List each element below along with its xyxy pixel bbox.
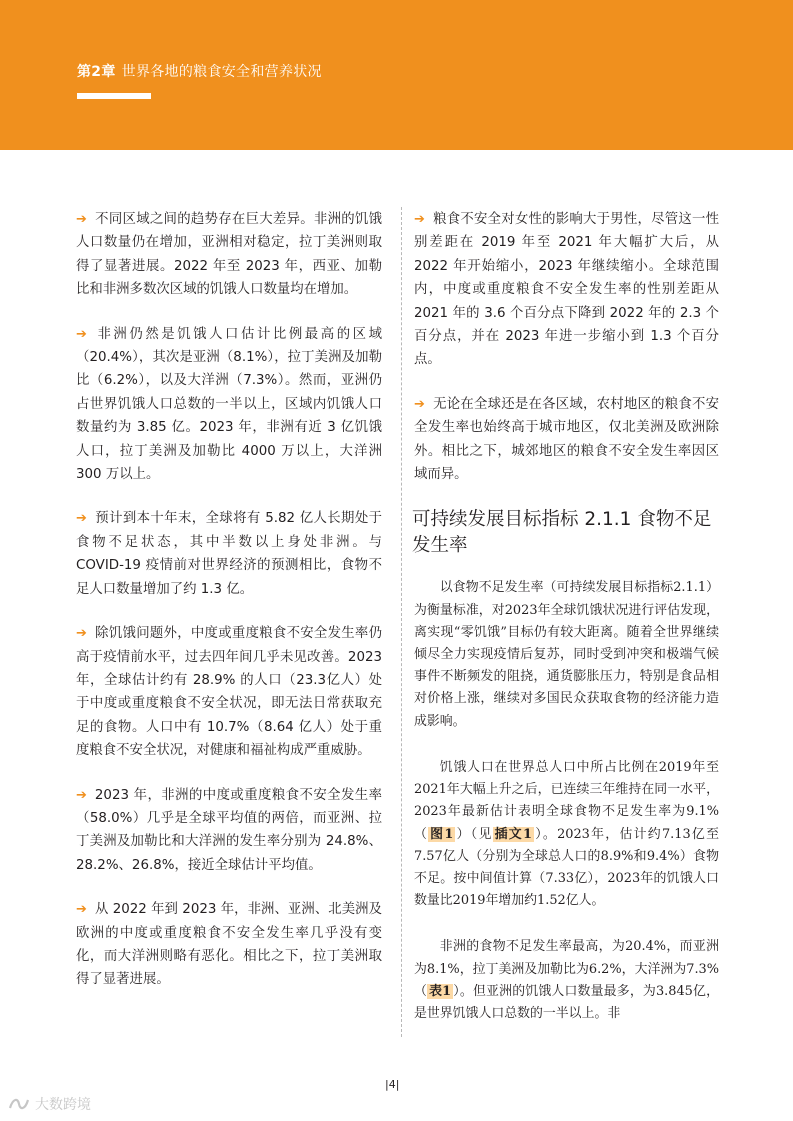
section-title: 可持续发展目标指标 2.1.1 食物不足发生率 [412, 509, 712, 557]
arrow-icon: ➔ [76, 212, 87, 227]
chapter-title: 世界各地的粮食安全和营养状况 [121, 64, 322, 80]
bullet-text: 2023 年，非洲的中度或重度粮食不安全发生率（58.0%）几乎是全球平均值的两倍，而亚洲、拉丁美洲及加勒比和大洋洲的发生率分别为 24.8%、28.2%、26.8%，接近全球估计平均值。 [76, 787, 382, 873]
body-paragraph [414, 757, 719, 912]
paragraph-text: ）（见 [455, 826, 493, 842]
bullet-item [414, 208, 719, 372]
paragraph-text: 非洲的食物不足发生率最高，为20.4%，而亚洲为8.1%，拉丁美洲及加勒比为6.2%，大洋洲为7.3%（ [414, 939, 719, 999]
bullet-item [76, 622, 382, 762]
arrow-icon: ➔ [414, 396, 425, 412]
chapter-heading [77, 61, 322, 81]
arrow-icon: ➔ [76, 787, 87, 803]
figure-reference-link[interactable]: 图1 [430, 826, 454, 842]
column-divider [401, 207, 402, 1037]
arrow-icon: ➔ [414, 212, 425, 227]
table-reference-link[interactable]: 表1 [429, 983, 452, 999]
bullet-text: 无论在全球还是在各区域，农村地区的粮食不安全发生率也始终高于城市地区，仅北美洲及欧洲除外。相比之下，城郊地区的粮食不安全发生率因区域而异。 [414, 396, 719, 483]
header-rule [77, 93, 151, 99]
right-column [414, 208, 719, 1049]
bullet-item [76, 323, 382, 487]
bullet-text: 预计到本十年末，全球将有 5.82 亿人长期处于食物不足状态，其中半数以上身处非洲。与 COVID-19 疫情前对世界经济的预测相比，食物不足人口数量增加了约 1.3 亿。 [76, 511, 382, 597]
bullet-item [76, 208, 382, 302]
body-paragraph [414, 936, 719, 1025]
watermark-logo-icon [8, 1096, 30, 1112]
paragraph-text: ）。但亚洲的饥饿人口数量最多，为3.845亿，是世界饥饿人口总数的一半以上。非 [414, 983, 720, 1021]
arrow-icon: ➔ [76, 626, 87, 642]
bullet-text: 从 2022 年到 2023 年，非洲、亚洲、北美洲及欧洲的中度或重度粮食不安全发生率几乎没有变化，而大洋洲则略有恶化。相比之下，拉丁美洲取得了显著进展。 [76, 902, 382, 988]
bullet-item [76, 784, 382, 878]
chapter-header-band [0, 0, 793, 150]
bullet-item [76, 898, 382, 992]
bullet-text: 非洲仍然是饥饿人口估计比例最高的区域（20.4%），其次是亚洲（8.1%），拉丁美洲及加勒比（6.2%），以及大洋洲（7.3%）。然而，亚洲仍占世界饥饿人口总数的一半以上，区域内饥饿人口数量约为 3.85 亿。2023 年，非洲有近 3 亿饥饿人口，拉丁美洲及加勒比 4000 万以上，大洋洲 300 万以上。 [76, 326, 382, 483]
watermark-text: 大数跨境 [35, 1097, 91, 1113]
bullet-text: 粮食不安全对女性的影响大于男性，尽管这一性别差距在 2019 年至 2021 年大幅扩大后，从 2022 年开始缩小，2023 年继续缩小。全球范围内，中度或重度粮食不安全发生率的性别差距从 2021 年的 3.6 个百分点下降到 2022 年的 2.3 个百分点，并在 2023 年进一步缩小到 1.3 个百分点。 [414, 212, 719, 368]
page-number: |4| [385, 1078, 400, 1091]
chapter-number: 第2章 [77, 64, 116, 80]
box-reference-link[interactable]: 插文1 [494, 826, 532, 842]
watermark [8, 1094, 91, 1114]
arrow-icon: ➔ [76, 902, 87, 918]
bullet-item [414, 393, 719, 487]
left-column [76, 208, 382, 1013]
arrow-icon: ➔ [76, 326, 87, 342]
bullet-text: 不同区域之间的趋势存在巨大差异。非洲的饥饿人口数量仍在增加，亚洲相对稳定，拉丁美洲则取得了显著进展。2022 年至 2023 年，西亚、加勒比和非洲多数次区域的饥饿人口数量均在增加。 [76, 212, 382, 298]
paragraph-text: 饥饿人口在世界总人口中所占比例在2019年至2021年大幅上升之后，已连续三年维持在同一水平，2023年最新估计表明全球食物不足发生率为9.1%（ [414, 759, 719, 842]
bullet-item [76, 507, 382, 601]
paragraph-text: ）。2023年，估计约7.13亿至7.57亿人（分别为全球总人口的8.9%和9.4%）食物不足。按中间值计算（7.33亿），2023年的饥饿人口数量比2019年增加约1.52亿人。 [414, 826, 719, 909]
arrow-icon: ➔ [76, 511, 87, 527]
bullet-text: 除饥饿问题外，中度或重度粮食不安全发生率仍高于疫情前水平，过去四年间几乎未见改善。2023 年，全球估计约有 28.9% 的人口（23.3亿人）处于中度或重度粮食不安全状况，即无法日常获取充足的食物。人口中有 10.7%（8.64 亿人）处于重度粮食不安全状况，对健康和福祉构成严重威胁。 [76, 626, 382, 759]
body-paragraph: 以食物不足发生率（可持续发展目标指标2.1.1）为衡量标准，对2023年全球饥饿状况进行评估发现，离实现“零饥饿”目标仍有较大距离。随着全世界继续倾尽全力实现疫情后复苏，同时受到冲突和极端气候事件不断频发的阻挠，通货膨胀压力，特别是食品相对价格上涨，继续对多国民众获取食物的经济能力造成影响。 [414, 580, 719, 729]
